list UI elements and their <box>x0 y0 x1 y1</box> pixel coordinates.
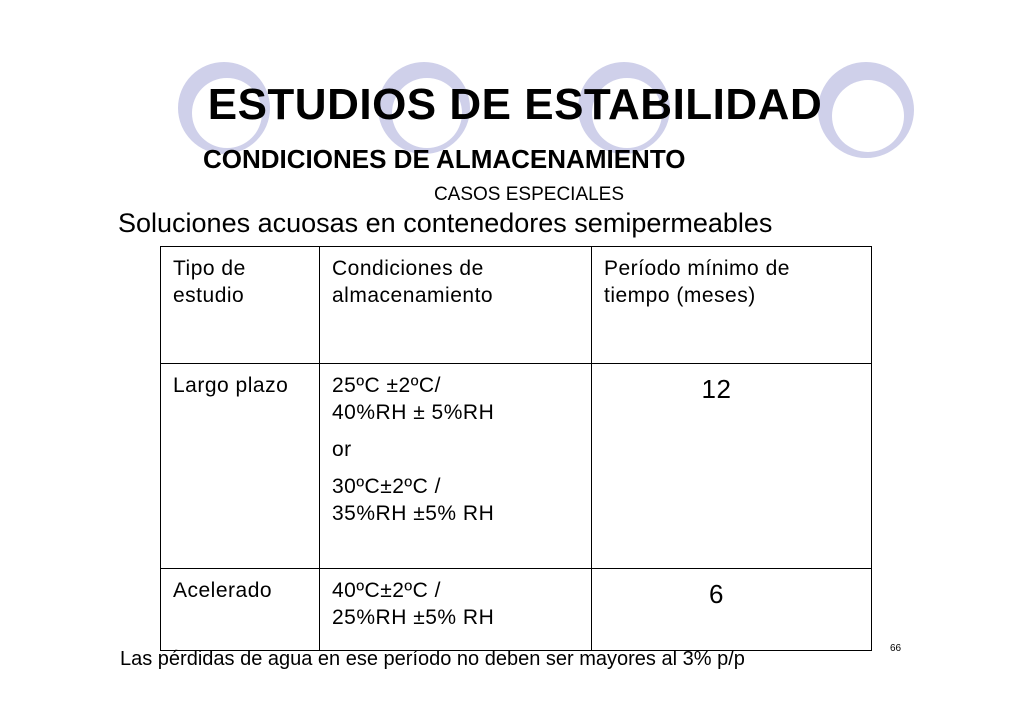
footer-note: Las pérdidas de agua en ese período no deben ser mayores al 3% p/p <box>120 648 745 670</box>
table-header-row <box>161 247 872 364</box>
header-cell-storage-conditions: Condiciones de almacenamiento <box>320 247 592 364</box>
stability-conditions-table <box>160 246 872 651</box>
cell-study-type: Acelerado <box>161 569 320 651</box>
condition-line: or <box>332 438 352 461</box>
slide-subtitle: CONDICIONES DE ALMACENAMIENTO <box>203 144 686 174</box>
slide-title: ESTUDIOS DE ESTABILIDAD <box>207 80 823 129</box>
header-cell-study-type: Tipo de estudio <box>161 247 320 364</box>
table-heading: Soluciones acuosas en contenedores semipermeables <box>118 208 773 238</box>
table-row <box>161 364 872 569</box>
section-label: CASOS ESPECIALES <box>433 184 625 205</box>
cell-conditions <box>320 569 592 651</box>
cell-study-type: Largo plazo <box>161 364 320 569</box>
header-cell-minimum-period: Período mínimo de tiempo (meses) <box>592 247 872 364</box>
condition-line: 25ºC ±2ºC/ <box>332 374 441 397</box>
condition-line: 25%RH ±5% RH <box>332 606 495 629</box>
condition-line: 40ºC±2ºC / <box>332 579 441 602</box>
months-value: 6 <box>709 579 724 609</box>
page-number: 66 <box>890 643 902 654</box>
cell-months <box>592 569 872 651</box>
months-value: 12 <box>701 374 732 404</box>
condition-line: 30ºC±2ºC / <box>332 475 441 498</box>
condition-line: 40%RH ± 5%RH <box>332 401 495 424</box>
cell-conditions <box>320 364 592 569</box>
cell-months <box>592 364 872 569</box>
condition-line: 35%RH ±5% RH <box>332 502 495 525</box>
table-row <box>161 569 872 651</box>
